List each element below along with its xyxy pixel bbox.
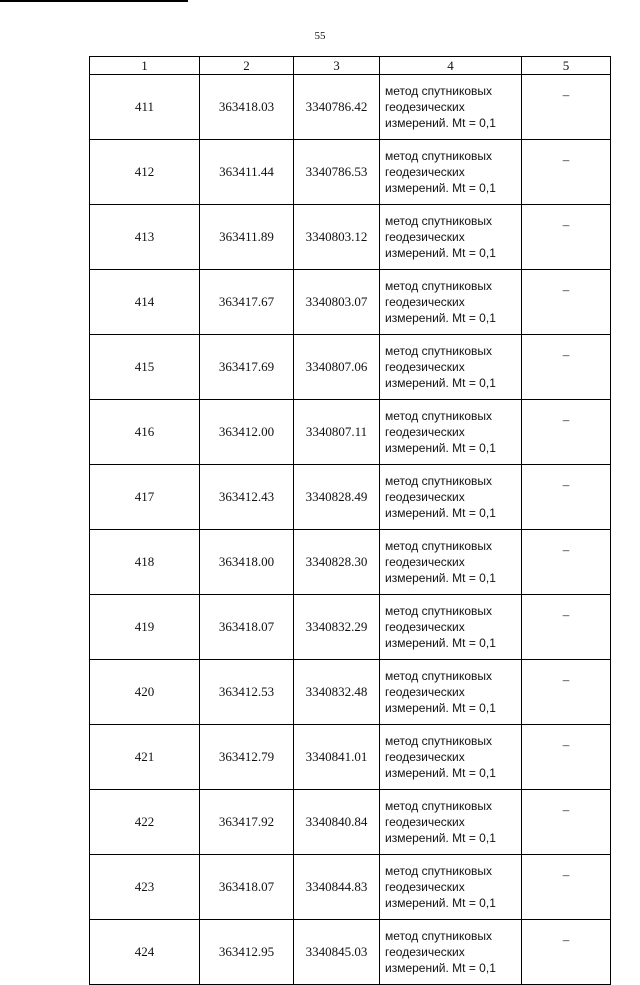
method-cell bbox=[380, 465, 522, 530]
table-row bbox=[90, 530, 611, 595]
method-cell bbox=[380, 855, 522, 920]
x-coordinate-cell: 363418.07 bbox=[200, 595, 294, 660]
method-text-line: геодезических bbox=[385, 295, 465, 309]
table-row bbox=[90, 465, 611, 530]
method-text-line: измерений. Mt = 0,1 bbox=[385, 701, 496, 715]
x-coordinate-cell: 363412.79 bbox=[200, 725, 294, 790]
table-header-row bbox=[90, 57, 611, 75]
table-row bbox=[90, 75, 611, 140]
x-coordinate-cell: 363411.44 bbox=[200, 140, 294, 205]
extra-cell: – bbox=[522, 335, 611, 400]
header-col-4: 4 bbox=[380, 57, 522, 75]
y-coordinate-cell: 3340832.48 bbox=[294, 660, 380, 725]
method-text-line: геодезических bbox=[385, 555, 465, 569]
method-cell bbox=[380, 140, 522, 205]
method-text-line: измерений. Mt = 0,1 bbox=[385, 961, 496, 975]
y-coordinate-cell: 3340807.06 bbox=[294, 335, 380, 400]
y-coordinate-cell: 3340845.03 bbox=[294, 920, 380, 985]
point-number-cell: 417 bbox=[90, 465, 200, 530]
header-col-1: 1 bbox=[90, 57, 200, 75]
method-cell bbox=[380, 530, 522, 595]
y-coordinate-cell: 3340832.29 bbox=[294, 595, 380, 660]
method-text-line: метод спутниковых bbox=[385, 84, 493, 98]
method-text-line: метод спутниковых bbox=[385, 929, 493, 943]
y-coordinate-cell: 3340786.53 bbox=[294, 140, 380, 205]
y-coordinate-cell: 3340803.07 bbox=[294, 270, 380, 335]
method-text-line: метод спутниковых bbox=[385, 799, 493, 813]
extra-cell: – bbox=[522, 595, 611, 660]
method-text-line: метод спутниковых bbox=[385, 409, 493, 423]
x-coordinate-cell: 363418.07 bbox=[200, 855, 294, 920]
method-text-line: измерений. Mt = 0,1 bbox=[385, 116, 496, 130]
x-coordinate-cell: 363418.00 bbox=[200, 530, 294, 595]
table-row bbox=[90, 920, 611, 985]
method-text-line: метод спутниковых bbox=[385, 474, 493, 488]
point-number-cell: 420 bbox=[90, 660, 200, 725]
method-text-line: измерений. Mt = 0,1 bbox=[385, 831, 496, 845]
method-text-line: измерений. Mt = 0,1 bbox=[385, 181, 496, 195]
method-cell bbox=[380, 660, 522, 725]
method-text-line: измерений. Mt = 0,1 bbox=[385, 636, 496, 650]
x-coordinate-cell: 363417.67 bbox=[200, 270, 294, 335]
method-text-line: геодезических bbox=[385, 360, 465, 374]
y-coordinate-cell: 3340786.42 bbox=[294, 75, 380, 140]
extra-cell: – bbox=[522, 660, 611, 725]
extra-cell: – bbox=[522, 270, 611, 335]
method-text-line: измерений. Mt = 0,1 bbox=[385, 571, 496, 585]
table-body bbox=[90, 75, 611, 985]
top-rule bbox=[0, 0, 188, 2]
method-text-line: геодезических bbox=[385, 945, 465, 959]
method-cell bbox=[380, 270, 522, 335]
method-cell bbox=[380, 205, 522, 270]
extra-cell: – bbox=[522, 790, 611, 855]
method-text-line: геодезических bbox=[385, 815, 465, 829]
method-text-line: измерений. Mt = 0,1 bbox=[385, 896, 496, 910]
point-number-cell: 415 bbox=[90, 335, 200, 400]
method-text-line: геодезических bbox=[385, 165, 465, 179]
y-coordinate-cell: 3340807.11 bbox=[294, 400, 380, 465]
method-text-line: метод спутниковых bbox=[385, 539, 493, 553]
method-text-line: измерений. Mt = 0,1 bbox=[385, 506, 496, 520]
method-text-line: измерений. Mt = 0,1 bbox=[385, 376, 496, 390]
method-text-line: метод спутниковых bbox=[385, 344, 493, 358]
table-row bbox=[90, 725, 611, 790]
header-col-2: 2 bbox=[200, 57, 294, 75]
extra-cell: – bbox=[522, 725, 611, 790]
extra-cell: – bbox=[522, 400, 611, 465]
table-row bbox=[90, 205, 611, 270]
point-number-cell: 419 bbox=[90, 595, 200, 660]
point-number-cell: 412 bbox=[90, 140, 200, 205]
table-row bbox=[90, 855, 611, 920]
y-coordinate-cell: 3340828.30 bbox=[294, 530, 380, 595]
x-coordinate-cell: 363417.92 bbox=[200, 790, 294, 855]
method-text-line: геодезических bbox=[385, 750, 465, 764]
extra-cell: – bbox=[522, 855, 611, 920]
table-row bbox=[90, 660, 611, 725]
extra-cell: – bbox=[522, 205, 611, 270]
table-row bbox=[90, 140, 611, 205]
point-number-cell: 422 bbox=[90, 790, 200, 855]
method-text-line: геодезических bbox=[385, 685, 465, 699]
method-text-line: геодезических bbox=[385, 620, 465, 634]
method-text-line: метод спутниковых bbox=[385, 279, 493, 293]
method-text-line: измерений. Mt = 0,1 bbox=[385, 311, 496, 325]
y-coordinate-cell: 3340841.01 bbox=[294, 725, 380, 790]
method-text-line: геодезических bbox=[385, 230, 465, 244]
table-row bbox=[90, 400, 611, 465]
point-number-cell: 421 bbox=[90, 725, 200, 790]
extra-cell: – bbox=[522, 530, 611, 595]
coordinates-table bbox=[89, 56, 611, 985]
method-text-line: измерений. Mt = 0,1 bbox=[385, 441, 496, 455]
method-text-line: метод спутниковых bbox=[385, 864, 493, 878]
extra-cell: – bbox=[522, 75, 611, 140]
method-text-line: геодезических bbox=[385, 100, 465, 114]
method-cell bbox=[380, 335, 522, 400]
point-number-cell: 416 bbox=[90, 400, 200, 465]
point-number-cell: 423 bbox=[90, 855, 200, 920]
method-cell bbox=[380, 400, 522, 465]
method-text-line: геодезических bbox=[385, 425, 465, 439]
extra-cell: – bbox=[522, 920, 611, 985]
point-number-cell: 413 bbox=[90, 205, 200, 270]
method-text-line: измерений. Mt = 0,1 bbox=[385, 246, 496, 260]
table-row bbox=[90, 335, 611, 400]
header-col-3: 3 bbox=[294, 57, 380, 75]
page-number: 55 bbox=[314, 30, 326, 42]
method-text-line: метод спутниковых bbox=[385, 604, 493, 618]
x-coordinate-cell: 363412.95 bbox=[200, 920, 294, 985]
y-coordinate-cell: 3340803.12 bbox=[294, 205, 380, 270]
table-row bbox=[90, 790, 611, 855]
method-cell bbox=[380, 75, 522, 140]
method-text-line: геодезических bbox=[385, 880, 465, 894]
x-coordinate-cell: 363412.00 bbox=[200, 400, 294, 465]
method-cell bbox=[380, 790, 522, 855]
table-row bbox=[90, 270, 611, 335]
y-coordinate-cell: 3340844.83 bbox=[294, 855, 380, 920]
method-cell bbox=[380, 920, 522, 985]
method-text-line: измерений. Mt = 0,1 bbox=[385, 766, 496, 780]
point-number-cell: 424 bbox=[90, 920, 200, 985]
x-coordinate-cell: 363418.03 bbox=[200, 75, 294, 140]
extra-cell: – bbox=[522, 465, 611, 530]
method-text-line: геодезических bbox=[385, 490, 465, 504]
x-coordinate-cell: 363412.53 bbox=[200, 660, 294, 725]
y-coordinate-cell: 3340828.49 bbox=[294, 465, 380, 530]
y-coordinate-cell: 3340840.84 bbox=[294, 790, 380, 855]
method-text-line: метод спутниковых bbox=[385, 734, 493, 748]
x-coordinate-cell: 363417.69 bbox=[200, 335, 294, 400]
point-number-cell: 411 bbox=[90, 75, 200, 140]
x-coordinate-cell: 363412.43 bbox=[200, 465, 294, 530]
point-number-cell: 418 bbox=[90, 530, 200, 595]
method-cell bbox=[380, 595, 522, 660]
x-coordinate-cell: 363411.89 bbox=[200, 205, 294, 270]
point-number-cell: 414 bbox=[90, 270, 200, 335]
extra-cell: – bbox=[522, 140, 611, 205]
method-text-line: метод спутниковых bbox=[385, 149, 493, 163]
method-text-line: метод спутниковых bbox=[385, 214, 493, 228]
header-col-5: 5 bbox=[522, 57, 611, 75]
method-cell bbox=[380, 725, 522, 790]
table-row bbox=[90, 595, 611, 660]
method-text-line: метод спутниковых bbox=[385, 669, 493, 683]
